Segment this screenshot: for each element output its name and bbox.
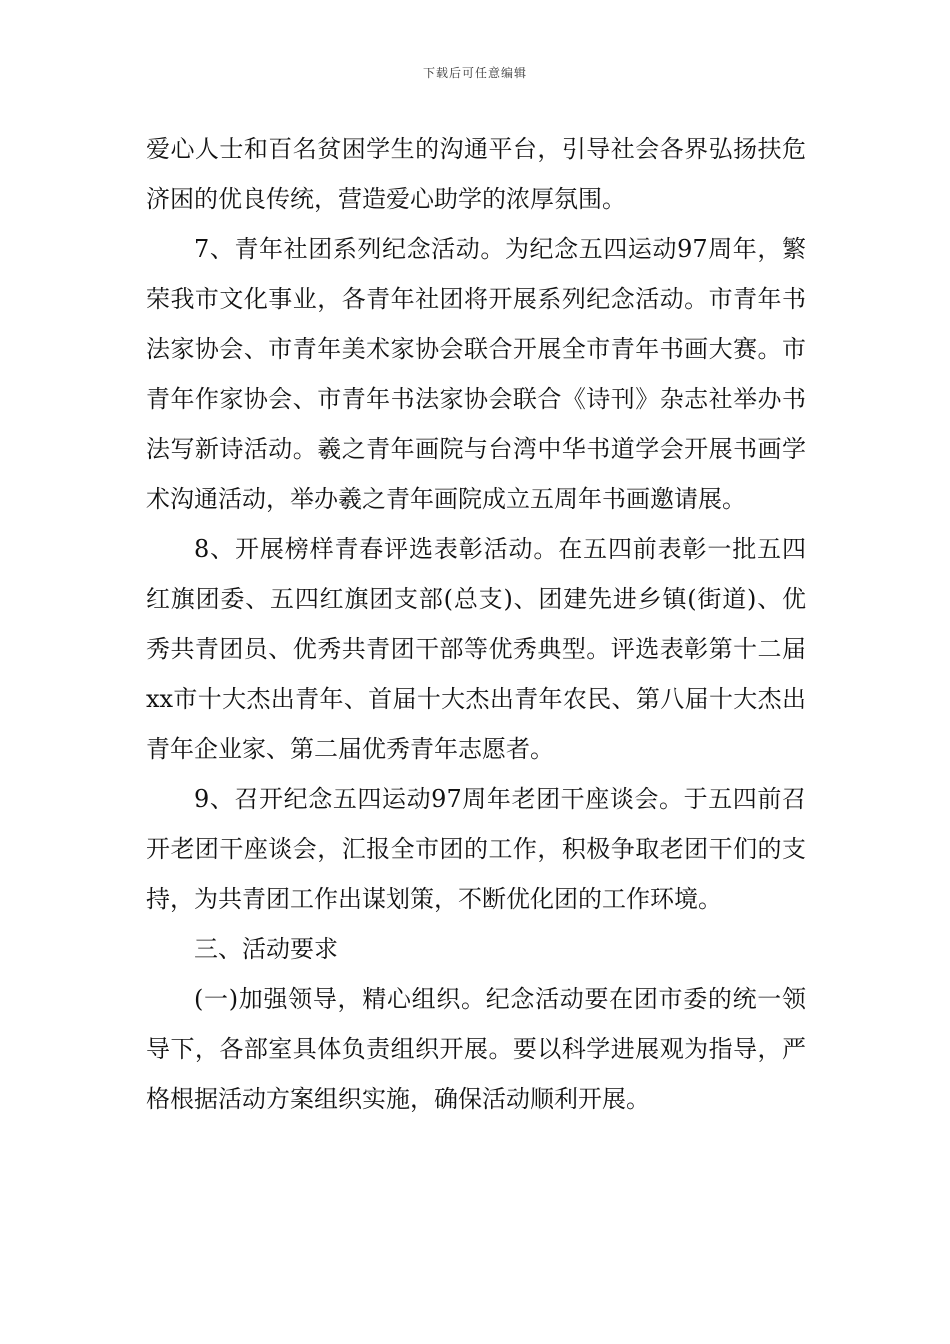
document-body — [146, 124, 806, 1124]
paragraph-5: (一)加强领导，精心组织。纪念活动要在团市委的统一领导下，各部室具体负责组织开展。要以科学进展观为指导，严格根据活动方案组织实施，确保活动顺利开展。 — [146, 985, 806, 1113]
paragraph-3: 8、开展榜样青春评选表彰活动。在五四前表彰一批五四红旗团委、五四红旗团支部(总支)、团建先进乡镇(街道)、优秀共青团员、优秀共青团干部等优秀典型。评选表彰第十二届xx市十大杰出青年、首届十大杰出青年农民、第八届十大杰出青年企业家、第二届优秀青年志愿者。 — [146, 535, 806, 763]
paragraph-1: 爱心人士和百名贫困学生的沟通平台，引导社会各界弘扬扶危济困的优良传统，营造爱心助学的浓厚氛围。 — [146, 135, 806, 213]
header-note: 下载后可任意编辑 — [422, 66, 527, 80]
section-heading: 三、活动要求 — [194, 935, 338, 963]
paragraph-4: 9、召开纪念五四运动97周年老团干座谈会。于五四前召开老团干座谈会，汇报全市团的工作，积极争取老团干们的支持，为共青团工作出谋划策，不断优化团的工作环境。 — [146, 785, 806, 913]
paragraph-2: 7、青年社团系列纪念活动。为纪念五四运动97周年，繁荣我市文化事业，各青年社团将开展系列纪念活动。市青年书法家协会、市青年美术家协会联合开展全市青年书画大赛。市青年作家协会、市青年书法家协会联合《诗刊》杂志社举办书法写新诗活动。羲之青年画院与台湾中华书道学会开展书画学术沟通活动，举办羲之青年画院成立五周年书画邀请展。 — [146, 235, 806, 513]
